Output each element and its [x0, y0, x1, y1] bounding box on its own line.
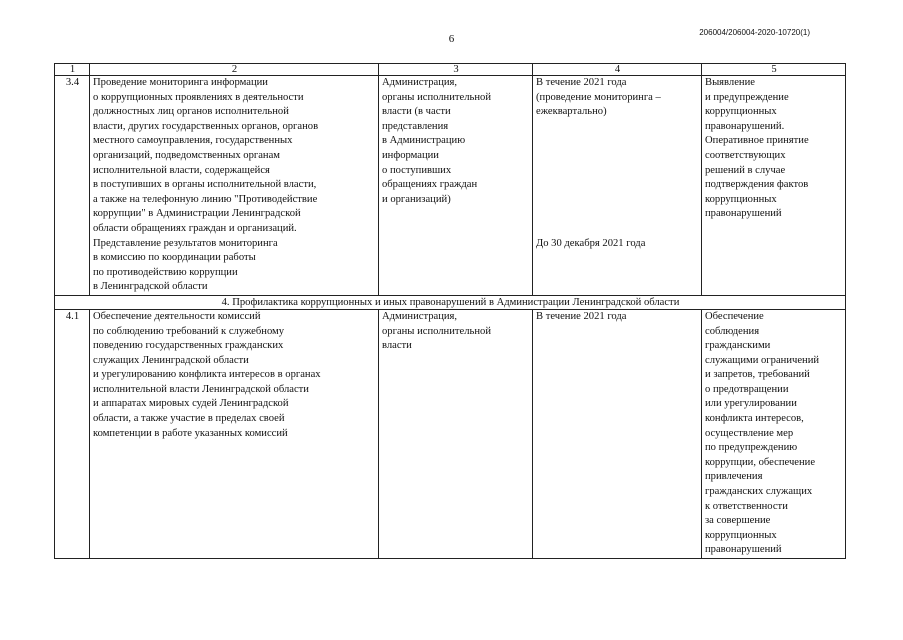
text-line: власти	[382, 340, 412, 352]
text-line: представления	[382, 120, 449, 132]
column-header-1: 1	[55, 64, 90, 76]
table-row-3-4	[55, 76, 846, 296]
text-line: гражданских служащих	[705, 486, 813, 498]
text-line: в Администрацию	[382, 135, 466, 147]
text-line: области обращениях граждан и организаций.	[93, 222, 297, 234]
text-line: по противодействию коррупции	[93, 266, 238, 278]
text-line: а также на телефонную линию "Противодействие	[93, 193, 318, 205]
text-line: области, а также участие в пределах своей	[93, 413, 285, 425]
deadline-cell	[533, 76, 702, 296]
text-line: конфликта интересов,	[705, 413, 804, 425]
deadline-final: До 30 декабря 2021 года	[536, 237, 646, 249]
text-line: и организаций)	[382, 193, 451, 205]
text-line: и запретов, требований	[705, 369, 810, 381]
column-header-4: 4	[533, 64, 702, 76]
column-header-5: 5	[702, 64, 846, 76]
text-line: обращениях граждан	[382, 179, 478, 191]
text-line: власти, других государственных органов, органов	[93, 120, 319, 132]
text-line: компетенции в работе указанных комиссий	[93, 427, 288, 439]
text-line: служащих Ленинградской области	[93, 354, 249, 366]
text-line: органы исполнительной	[382, 91, 491, 103]
text-line: гражданскими	[705, 340, 771, 352]
text-line: В течение 2021 года	[536, 310, 627, 322]
text-line: ежеквартально)	[536, 106, 607, 118]
column-header-3: 3	[379, 64, 533, 76]
result-cell	[702, 309, 846, 558]
measures-table	[54, 63, 846, 559]
text-line: по соблюдению требований к служебному	[93, 325, 285, 337]
page-number: 6	[448, 33, 455, 45]
text-line: соответствующих	[705, 149, 786, 161]
text-line: местного самоуправления, государственных	[93, 135, 293, 147]
text-line: и аппаратах мировых судей Ленинградской	[93, 398, 289, 410]
table-row-4-1	[55, 309, 846, 558]
text-line: коррупции" в Администрации Ленинградской	[93, 208, 301, 220]
executor-cell	[379, 309, 533, 558]
text-line: Администрация,	[382, 77, 458, 88]
text-line: коррупционных	[705, 193, 777, 205]
text-line: организаций, подведомственных органам	[93, 149, 281, 161]
text-line: решений в случае	[705, 164, 786, 176]
section-4-title: 4. Профилактика коррупционных и иных правонарушений в Администрации Ленинградской области	[55, 295, 846, 309]
text-line: к ответственности	[705, 500, 788, 512]
section-4-row	[55, 295, 846, 309]
text-line: и предупреждение	[705, 91, 789, 103]
text-line: исполнительной власти Ленинградской области	[93, 383, 309, 395]
text-line: о предотвращении	[705, 383, 789, 395]
text-line: коррупционных	[705, 529, 777, 541]
text-line: в поступивших в органы исполнительной власти,	[93, 179, 317, 191]
text-line: Проведение мониторинга информации	[93, 77, 268, 88]
text-line: осуществление мер	[705, 427, 794, 439]
text-line: Выявление	[705, 77, 755, 88]
text-line: и урегулированию конфликта интересов в органах	[93, 369, 321, 381]
text-line: Оперативное принятие	[705, 135, 809, 147]
text-line: органы исполнительной	[382, 325, 491, 337]
text-line: Обеспечение деятельности комиссий	[93, 310, 261, 322]
text-line: служащими ограничений	[705, 354, 820, 366]
text-line: коррупционных	[705, 106, 777, 118]
text-line: правонарушений	[705, 208, 782, 220]
column-header-2: 2	[90, 64, 379, 76]
text-line: о коррупционных проявлениях в деятельности	[93, 91, 304, 103]
deadline-cell	[533, 309, 702, 558]
document-reference: 206004/206004-2020-10720(1)	[699, 28, 810, 37]
measure-cell	[90, 76, 379, 296]
text-line: Обеспечение	[705, 310, 764, 322]
text-line: в комиссию по координации работы	[93, 252, 256, 264]
column-number-row	[55, 64, 846, 76]
text-line: Представление результатов мониторинга	[93, 237, 278, 249]
measure-cell	[90, 309, 379, 558]
text-line: за совершение	[705, 515, 771, 527]
row-number: 4.1	[55, 309, 90, 558]
text-line: власти (в части	[382, 106, 451, 118]
text-line: исполнительной власти, содержащейся	[93, 164, 270, 176]
text-line: в Ленинградской области	[93, 281, 208, 293]
text-line: о поступивших	[382, 164, 452, 176]
text-line: соблюдения	[705, 325, 760, 337]
text-line: информации	[382, 149, 439, 161]
text-line: привлечения	[705, 471, 763, 483]
deadline-lines	[536, 76, 699, 120]
text-line: по предупреждению	[705, 442, 798, 454]
text-line: правонарушений	[705, 544, 782, 556]
text-line: правонарушений.	[705, 120, 785, 132]
result-cell	[702, 76, 846, 296]
text-line: должностных лиц органов исполнительной	[93, 106, 289, 118]
text-line: или урегулировании	[705, 398, 797, 410]
row-number: 3.4	[55, 76, 90, 296]
text-line: (проведение мониторинга –	[536, 91, 661, 103]
text-line: коррупции, обеспечение	[705, 456, 816, 468]
text-line: поведению государственных гражданских	[93, 340, 284, 352]
text-line: подтверждения фактов	[705, 179, 809, 191]
executor-cell	[379, 76, 533, 296]
text-line: В течение 2021 года	[536, 77, 627, 88]
text-line: Администрация,	[382, 310, 458, 322]
